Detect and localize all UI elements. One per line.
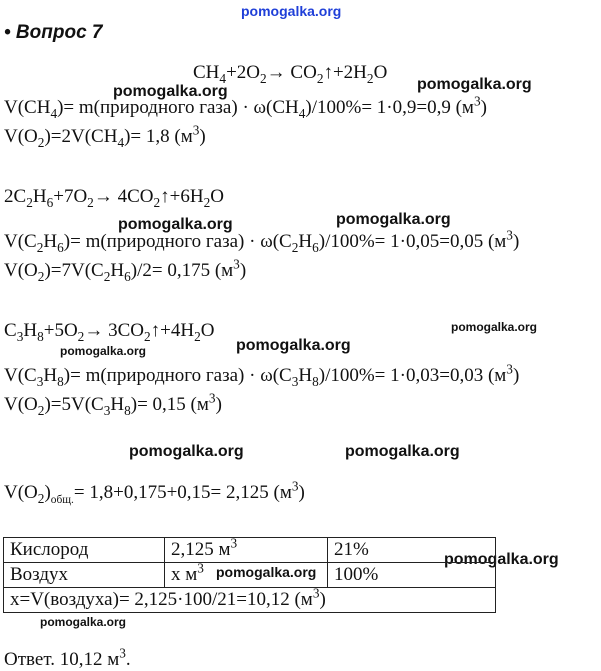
table-row — [4, 538, 496, 563]
answer-line: Ответ. 10,12 $м^3$. — [4, 645, 131, 670]
cell-air-volume: x $м^3$ — [165, 563, 328, 588]
volume-o2-line-3: $V(O_2)=5V(C_3H_8)= 0,15$ $(м^3)$ — [4, 390, 222, 418]
watermark: pomogalka.org — [236, 337, 351, 354]
cell-air-volume-formula: x=V(воздуха)= 2,125·100/21=10,12 $(м^3)$ — [4, 588, 496, 613]
watermark: pomogalka.org — [118, 216, 233, 233]
table-row — [4, 563, 496, 588]
equation-c2h6: $2C_2H_6+7O_2\to$ $4CO_2↑+6H_2O$ — [4, 186, 224, 210]
total-o2-line: $V(O_2)_{общ.}= 1,8+0,175+0,15= 2,125$ $(м^3)$ — [4, 478, 305, 506]
watermark: pomogalka.org — [40, 615, 127, 629]
volume-c2h6-line: $V(C_2H_6)=$ m(природного газа) · $\omega(C_2H_6)/100\%= 1\cdot 0,05=0,05$ $(м^3)$ — [4, 227, 520, 255]
volume-c3h8-line: $V(C_3H_8)=$ m(природного газа) · $\omega(C_3H_8)/100\%= 1\cdot 0,03=0,03$ $(м^3)$ — [4, 361, 520, 389]
cell-oxygen-label: Кислород — [4, 538, 165, 563]
watermark: pomogalka.org — [336, 211, 451, 228]
watermark: pomogalka.org — [216, 564, 317, 580]
watermark: pomogalka.org — [451, 320, 538, 334]
watermark: pomogalka.org — [129, 443, 244, 460]
table-row — [4, 588, 496, 613]
cell-air-label: Воздух — [4, 563, 165, 588]
volume-ch4-line: $V(CH_4)=$ m(природного газа) · $\omega(CH_4)/100\%= 1\cdot 0,9=0,9$ $(м^3)$ — [4, 93, 487, 121]
watermark: pomogalka.org — [417, 76, 532, 93]
watermark: pomogalka.org — [444, 551, 559, 568]
cell-oxygen-percent: 21% — [328, 538, 496, 563]
volume-o2-line-1: $V(O_2)=2V(CH_4)= 1,8$ $(м^3)$ — [4, 122, 206, 150]
equation-ch4: $CH_4+2O_2\to$ $CO_2↑+2H_2O$ — [193, 62, 388, 86]
equation-c3h8: $C_3H_8+5O_2\to$ $3CO_2↑+4H_2O$ — [4, 320, 215, 344]
proportion-table — [3, 537, 496, 613]
watermark: pomogalka.org — [113, 83, 228, 100]
question-title: • Вопрос 7 — [4, 22, 103, 43]
cell-air-percent: 100% — [328, 563, 496, 588]
watermark: pomogalka.org — [345, 443, 460, 460]
cell-oxygen-volume: 2,125 $м^3$ — [165, 538, 328, 563]
watermark: pomogalka.org — [60, 344, 147, 358]
watermark-top: pomogalka.org — [241, 3, 342, 19]
volume-o2-line-2: $V(O_2)=7V(C_2H_6)/2= 0,175$ $(м^3)$ — [4, 256, 247, 284]
